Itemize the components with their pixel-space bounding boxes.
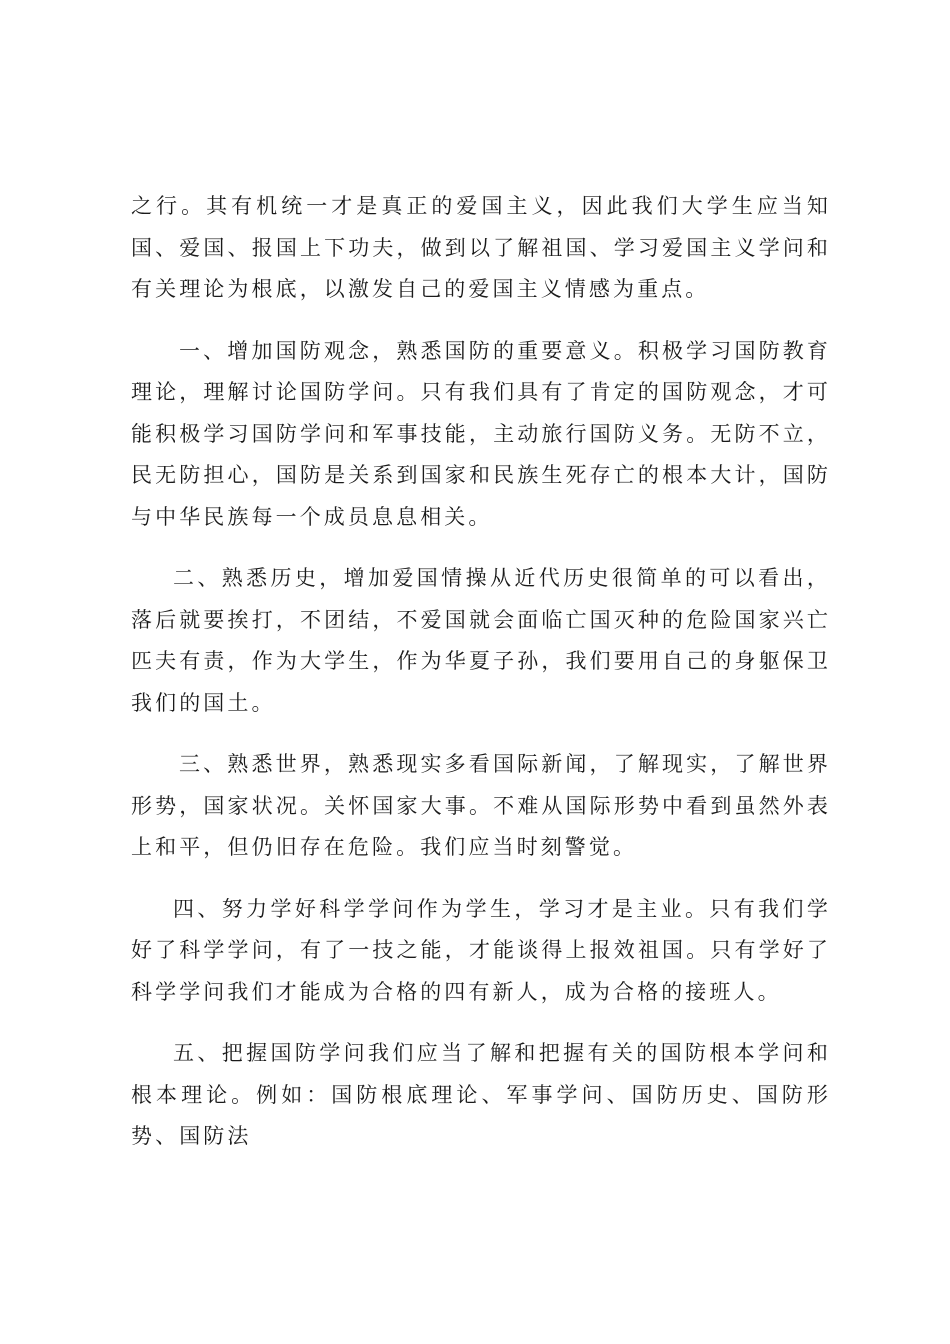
paragraph-point-3: 三、熟悉世界，熟悉现实多看国际新闻，了解现实，了解世界形势，国家状况。关怀国家大事。不难从国际形势中看到虽然外表上和平，但仍旧存在危险。我们应当时刻警觉。 bbox=[131, 752, 831, 859]
paragraph-point-1: 一、增加国防观念，熟悉国防的重要意义。积极学习国防教育理论，理解讨论国防学问。只有我们具有了肯定的国防观念，才可能积极学习国防学问和军事技能，主动旅行国防义务。无防不立，民无防担心，国防是关系到国家和民族生死存亡的根本大计，国防与中华民族每一个成员息息相关。 bbox=[131, 338, 831, 529]
paragraph-point-2: 二、熟悉历史，增加爱国情操从近代历史很简单的可以看出，落后就要挨打，不团结，不爱国就会面临亡国灭种的危险国家兴亡匹夫有责，作为大学生，作为华夏子孙，我们要用自己的身躯保卫我们的国土。 bbox=[131, 566, 831, 715]
paragraph-point-4: 四、努力学好科学学问作为学生，学习才是主业。只有我们学好了科学学问，有了一技之能，才能谈得上报效祖国。只有学好了科学学问我们才能成为合格的四有新人，成为合格的接班人。 bbox=[131, 896, 831, 1004]
paragraph-continuation: 之行。其有机统一才是真正的爱国主义，因此我们大学生应当知国、爱国、报国上下功夫，做到以了解祖国、学习爱国主义学问和有关理论为根底，以激发自己的爱国主义情感为重点。 bbox=[131, 194, 831, 301]
document-body bbox=[131, 186, 831, 1178]
paragraph-point-5: 五、把握国防学问我们应当了解和把握有关的国防根本学问和根本理论。例如：国防根底理论、军事学问、国防历史、国防形势、国防法 bbox=[131, 1041, 831, 1148]
